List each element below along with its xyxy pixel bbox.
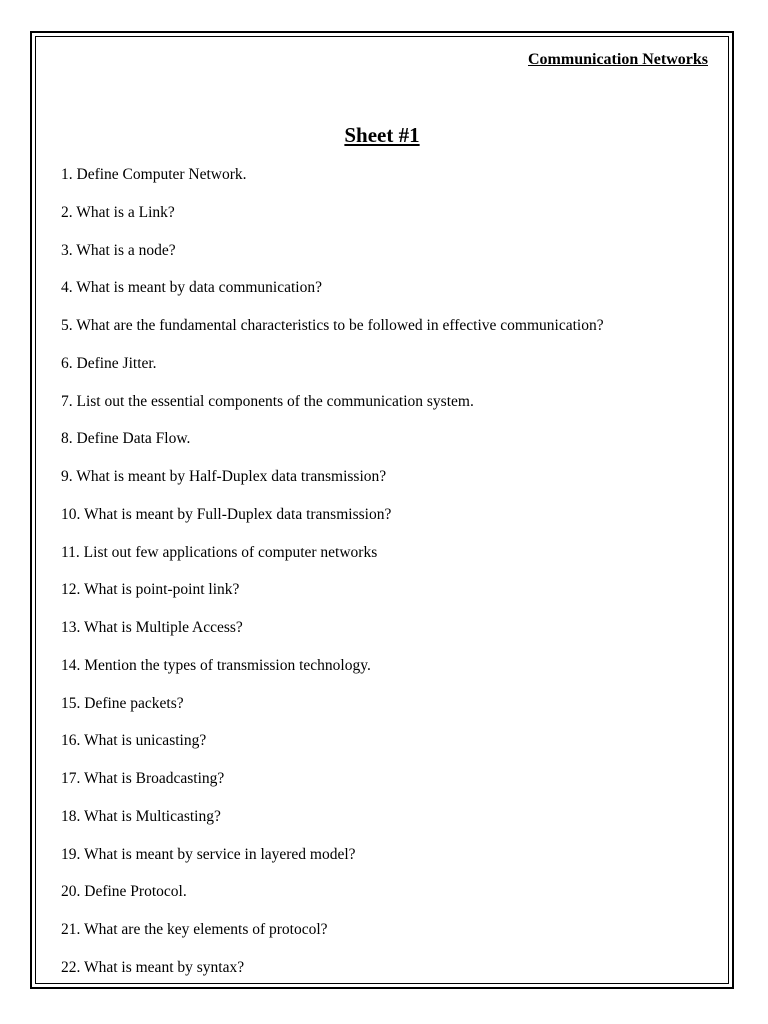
question-item: 21. What are the key elements of protocol? — [61, 921, 328, 938]
question-item: 13. What is Multiple Access? — [61, 619, 243, 636]
sheet-title: Sheet #1 — [344, 123, 420, 147]
header-title: Communication Networks — [528, 51, 708, 68]
question-item: 1. Define Computer Network. — [61, 166, 247, 183]
page-border-inner — [35, 36, 729, 984]
question-item: 17. What is Broadcasting? — [61, 770, 225, 787]
question-item: 12. What is point-point link? — [61, 581, 240, 599]
question-item: 19. What is meant by service in layered model? — [61, 845, 356, 863]
question-item: 3. What is a node? — [61, 241, 176, 259]
question-item: 7. List out the essential components of the communication system. — [61, 392, 474, 410]
question-item: 18. What is Multicasting? — [61, 807, 221, 825]
question-item: 5. What are the fundamental characteristics to be followed in effective communication? — [61, 317, 604, 334]
question-item: 8. Define Data Flow. — [61, 430, 191, 448]
question-item: 14. Mention the types of transmission technology. — [61, 656, 371, 674]
question-item: 9. What is meant by Half-Duplex data transmission? — [61, 468, 387, 485]
question-item: 15. Define packets? — [61, 694, 184, 712]
question-item: 6. Define Jitter. — [61, 354, 157, 372]
question-item: 2. What is a Link? — [61, 203, 175, 221]
question-item: 22. What is meant by syntax? — [61, 958, 245, 976]
question-item: 20. Define Protocol. — [61, 883, 187, 901]
question-item: 4. What is meant by data communication? — [61, 279, 322, 297]
question-list — [61, 165, 604, 996]
question-item: 10. What is meant by Full-Duplex data transmission? — [61, 505, 392, 523]
question-item: 11. List out few applications of computer networks — [61, 543, 378, 561]
page-border-outer — [30, 31, 734, 989]
question-item: 16. What is unicasting? — [61, 732, 207, 750]
